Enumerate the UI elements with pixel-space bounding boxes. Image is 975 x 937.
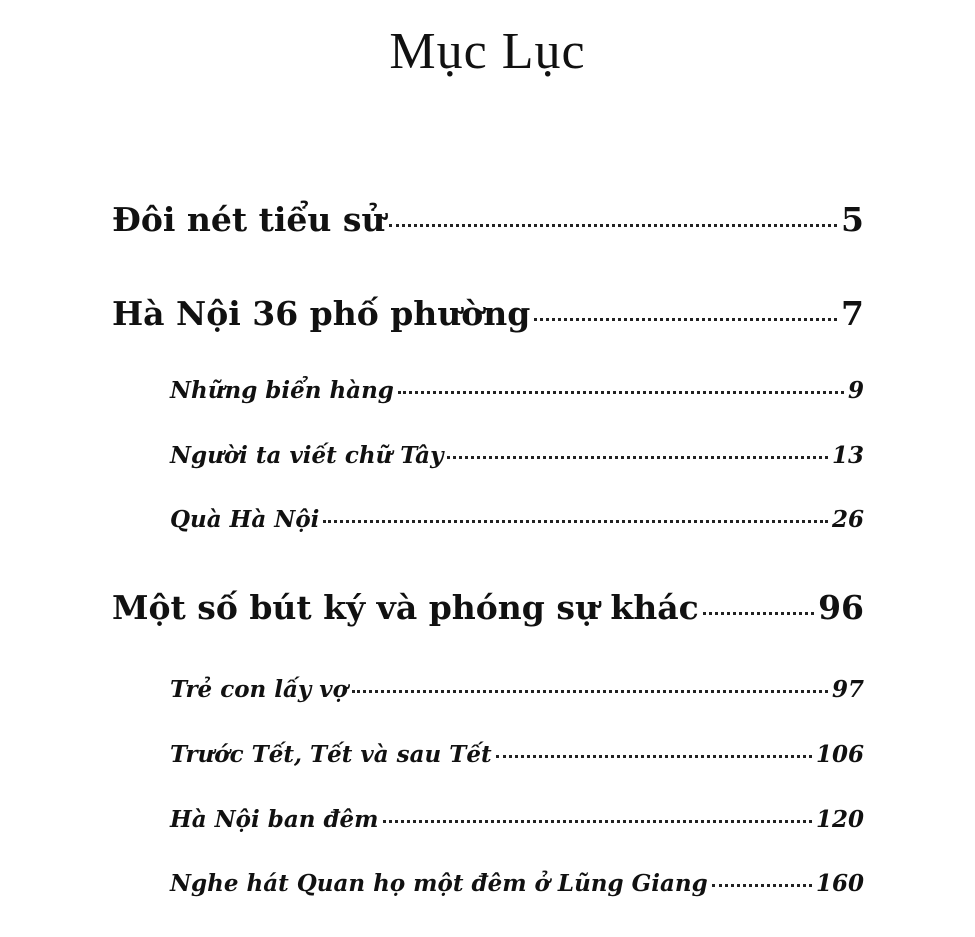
toc-subentry [170,506,864,533]
toc-entry-label: Hà Nội 36 phố phường [112,294,531,333]
toc-subentry [170,442,864,469]
toc-entry-label: Quà Hà Nội [170,506,320,533]
dot-leader [323,520,828,523]
toc-entry-label: Nghe hát Quan họ một đêm ở Lũng Giang [170,870,708,897]
toc-subentry [170,676,864,703]
toc-entry-page: 106 [815,741,864,768]
toc-subentry [170,741,864,768]
dot-leader [447,456,828,459]
toc-entry-label: Trước Tết, Tết và sau Tết [170,741,492,768]
toc-entry-label: Trẻ con lấy vợ [170,676,348,703]
toc-entry-page: 9 [847,377,864,404]
dot-leader [352,690,828,693]
toc-entry-label: Người ta viết chữ Tây [170,442,444,469]
dot-leader [383,820,812,823]
toc-entry [112,200,864,239]
toc-entry-label: Những biển hàng [170,377,394,404]
dot-leader [534,318,837,321]
toc-entry-label: Hà Nội ban đêm [170,806,379,833]
toc-entry-page: 7 [841,294,864,333]
toc-entry-page: 26 [831,506,864,533]
toc-entry-label: Đôi nét tiểu sử [112,200,386,239]
toc-entry-page: 96 [818,588,864,627]
toc-entry-page: 5 [841,200,864,239]
toc-subentry [170,377,864,404]
page-title: Mục Lục [389,23,586,80]
dot-leader [389,224,837,227]
toc-entry-label: Một số bút ký và phóng sự khác [112,588,699,627]
toc-subentry [170,806,864,833]
toc-entry-page: 160 [815,870,864,897]
toc-entry-page: 13 [831,442,864,469]
toc-entry [112,588,864,627]
dot-leader [496,755,812,758]
toc-entry-page: 97 [831,676,864,703]
dot-leader [398,391,844,394]
dot-leader [712,884,812,887]
toc-entry [112,294,864,333]
dot-leader [703,612,814,615]
toc-entry-page: 120 [815,806,864,833]
toc-subentry [170,870,864,897]
